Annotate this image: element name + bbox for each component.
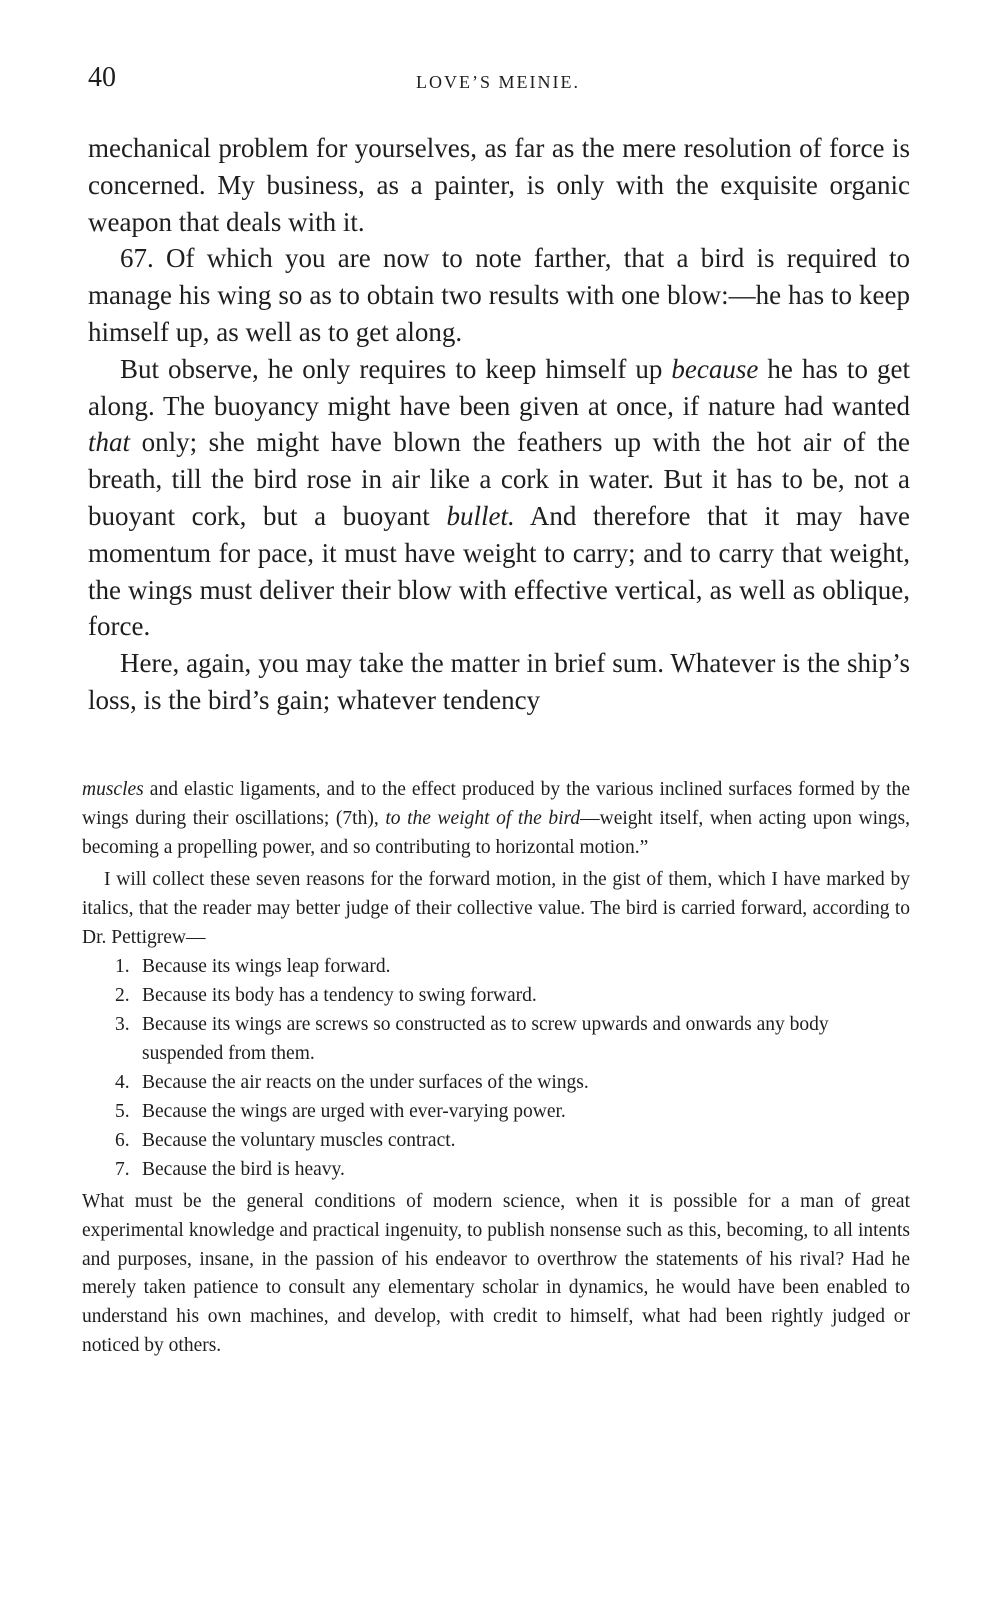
main-text (88, 130, 910, 719)
paragraph-brief-sum: Here, again, you may take the matter in brief sum. Whatever is the ship’s loss, is the bird’s gain; whatever tendency (88, 648, 910, 715)
text-run: and elastic ligaments, and to the effect produced by the various inclined surfaces formed by the wings during their oscillations; (7th), (82, 779, 910, 829)
list-text: Because its wings leap forward. (142, 956, 391, 978)
list-text: Because the bird is heavy. (142, 1158, 345, 1180)
page-header (88, 62, 908, 102)
footnote (82, 776, 910, 1361)
reasons-list (82, 953, 910, 1184)
list-number: 7. (115, 1158, 130, 1180)
list-text: Because its body has a tendency to swing forward. (142, 985, 537, 1007)
list-item (82, 1011, 910, 1069)
list-number: 3. (115, 1014, 130, 1036)
list-number: 1. (115, 956, 130, 978)
text-run: only; she might have blown the feathers up with the hot air of the breath, till the bird rose in air like a cork in water. But it has to be, not a buoyant cork, but a buoyant (88, 427, 910, 531)
list-item (82, 1069, 910, 1098)
italic-run: that (88, 427, 131, 458)
text-run: And therefore that it may have momentum for pace, it must have weight to carry; and to carry that weight, the wings must deliver their blow with effective vertical, as well as oblique, force. (88, 500, 910, 642)
list-text: Because the voluntary muscles contract. (142, 1129, 456, 1151)
footnote-collect-reasons: I will collect these seven reasons for the forward motion, in the gist of them, which I have marked by italics, that the reader may better judge of their collective value. The bird is carried forward, according to Dr. Pettigrew— (82, 868, 910, 948)
list-number: 5. (115, 1100, 130, 1122)
list-item (82, 982, 910, 1011)
paragraph-67: 67. Of which you are now to note farther, that a bird is required to manage his wing so as to obtain two results with one blow:—he has to keep himself up, as well as to get along. (88, 243, 910, 347)
list-text: Because the air reacts on the under surfaces of the wings. (142, 1072, 589, 1094)
italic-run: muscles (82, 779, 144, 800)
list-item (82, 1098, 910, 1127)
footnote-continuation (82, 776, 910, 863)
list-item (82, 953, 910, 982)
list-item (82, 1127, 910, 1156)
list-number: 2. (115, 985, 130, 1007)
list-item (82, 1156, 910, 1185)
running-title: LOVE’S MEINIE. (416, 72, 580, 92)
text-run: he has to get along. The buoyancy might have been given at once, if nature had wanted (88, 353, 910, 421)
footnote-conclusion: What must be the general conditions of modern science, when it is possible for a man of great experimental knowledge and practical ingenuity, to publish nonsense such as this, becoming, to all intents and purposes, insane, in the passion of his endeavor to overthrow the statements of his rival? Had he merely taken patience to consult any elementary scholar in dynamics, he would have been enabled to understand his own machines, and develop, with credit to himself, what had been rightly judged or noticed by others. (82, 1190, 910, 1357)
list-text: Because the wings are urged with ever-varying power. (142, 1100, 566, 1122)
page-number: 40 (88, 62, 116, 93)
list-number: 6. (115, 1129, 130, 1151)
italic-run: to the weight of the bird (385, 807, 581, 829)
list-text: Because its wings are screws so constructed as to screw upwards and onwards any body suspended from them. (142, 1014, 829, 1065)
text-run: But observe, he only requires to keep himself up (120, 353, 672, 384)
italic-run: bullet. (446, 500, 515, 531)
italic-run: because (671, 353, 759, 384)
paragraph-continuation: mechanical problem for yourselves, as far as the mere resolution of force is concerned. My business, as a painter, is only with the exquisite organic weapon that deals with it. (88, 133, 910, 237)
text-run: —weight itself, when acting upon wings, becoming a propelling power, and so contributing to horizontal motion.” (82, 807, 910, 858)
list-number: 4. (115, 1072, 130, 1094)
paragraph-buoyancy (88, 351, 910, 645)
